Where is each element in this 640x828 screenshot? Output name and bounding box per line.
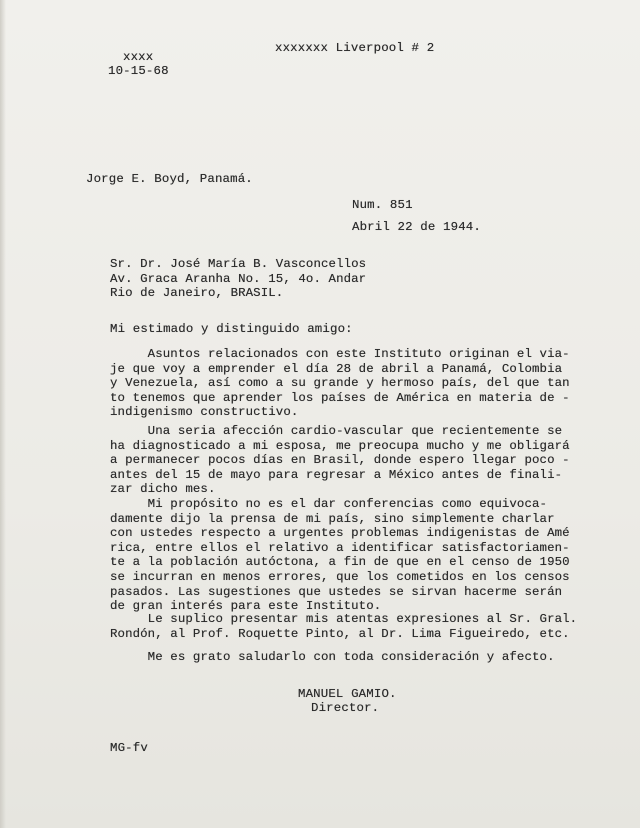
salutation: Mi estimado y distinguido amigo: <box>110 322 353 336</box>
recipient-line: Av. Graca Aranha No. 15, 4o. Andar <box>110 271 367 286</box>
body-paragraph-2 <box>110 424 570 497</box>
body-line: damente dijo la prensa de mi país, sino simplemente charlar <box>110 511 555 526</box>
body-line: Rondón, al Prof. Roquette Pinto, al Dr. Lima Figueiredo, etc. <box>110 626 570 641</box>
body-paragraph-3 <box>110 497 570 614</box>
typist-initials: MG-fv <box>110 741 148 755</box>
body-line: Asuntos relacionados con este Instituto originan el via- <box>110 347 570 361</box>
body-line: Una seria afección cardio-vascular que recientemente se <box>110 424 563 438</box>
signature-title: Director. <box>311 701 380 715</box>
body-paragraph-4 <box>110 612 577 641</box>
ref-code: xxxx <box>123 50 154 64</box>
body-paragraph-1 <box>110 347 570 420</box>
body-line: Me es grato saludarlo con toda consideración y afecto. <box>110 650 555 664</box>
closing-line <box>110 650 555 665</box>
body-line: Le suplico presentar mis atentas expresiones al Sr. Gral. <box>110 612 578 626</box>
body-line: se incurran en menos errores, que los cometidos en los censos <box>110 569 570 584</box>
ref-date: 10-15-68 <box>108 64 169 78</box>
body-line: Mi propósito no es el dar conferencias como equivoca- <box>110 497 548 511</box>
letter-number: Num. 851 <box>352 198 413 212</box>
body-line: rica, entre ellos el relativo a identificar satisfactoriamen- <box>110 540 570 555</box>
body-line: de gran interés para este Instituto. <box>110 599 382 614</box>
sender-line: Jorge E. Boyd, Panamá. <box>86 172 253 186</box>
recipient-address <box>110 257 366 301</box>
body-line: to tenemos que aprender los países de América en materia de - <box>110 390 570 405</box>
recipient-line: Sr. Dr. José María B. Vasconcellos <box>110 257 367 271</box>
body-line: y Venezuela, así como a su grande y hermoso país, del que tan <box>110 376 570 391</box>
body-line: con ustedes respecto a urgentes problemas indigenistas de Amé <box>110 526 570 541</box>
body-line: je que voy a emprender el día 28 de abril a Panamá, Colombia <box>110 361 563 376</box>
body-line: antes del 15 de mayo para regresar a México antes de finali- <box>110 467 563 482</box>
body-line: ha diagnosticado a mi esposa, me preocupa mucho y me obligará <box>110 438 570 453</box>
recipient-line: Rio de Janeiro, BRASIL. <box>110 286 284 301</box>
body-line: indigenismo constructivo. <box>110 405 299 420</box>
file-reference: xxxxxxx Liverpool # 2 <box>275 41 435 55</box>
body-line: te a la población autóctona, a fin de que en el censo de 1950 <box>110 555 570 570</box>
body-line: zar dicho mes. <box>110 482 216 497</box>
body-line: pasados. Las sugestiones que ustedes se sirvan hacerme serán <box>110 584 563 599</box>
body-line: a permanecer pocos días en Brasil, donde espero llegar poco - <box>110 453 570 468</box>
signature-name: MANUEL GAMIO. <box>298 687 397 701</box>
letter-date: Abril 22 de 1944. <box>352 220 481 234</box>
